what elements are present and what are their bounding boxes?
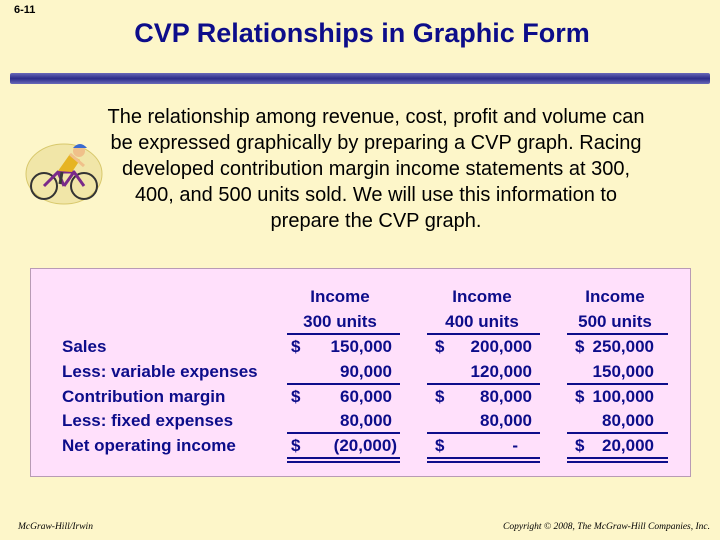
subtotal-underline — [287, 383, 400, 385]
col-header-underline — [427, 333, 540, 335]
total-double-underline — [567, 461, 668, 463]
cell-noi-300: (20,000) — [333, 436, 397, 455]
cell-sales-500: 250,000 — [592, 337, 654, 356]
cell-fixed-300: 80,000 — [340, 411, 392, 430]
slide-number: 6-11 — [14, 4, 36, 16]
cell-noi-500: 20,000 — [602, 436, 654, 455]
total-double-underline — [427, 461, 540, 463]
dollar-sign: $ — [291, 387, 301, 406]
subtotal-underline — [567, 432, 668, 434]
dollar-sign: $ — [435, 436, 445, 455]
subtotal-underline — [287, 432, 400, 434]
col-header-300-line2: 300 units — [303, 312, 377, 331]
subtotal-underline — [427, 432, 540, 434]
dollar-sign: $ — [575, 436, 585, 455]
income-statement-table — [30, 268, 691, 477]
col-header-400-line2: 400 units — [445, 312, 519, 331]
cell-cm-400: 80,000 — [480, 387, 532, 406]
total-double-underline — [287, 457, 400, 459]
row-label-fixed-expenses: Less: fixed expenses — [62, 411, 234, 430]
dollar-sign: $ — [435, 337, 445, 356]
footer-copyright: Copyright © 2008, The McGraw-Hill Companies, Inc. — [503, 522, 710, 532]
total-double-underline — [567, 457, 668, 459]
col-header-300-line1: Income — [310, 287, 370, 306]
subtotal-underline — [427, 383, 540, 385]
subtotal-underline — [567, 383, 668, 385]
cell-variable-500: 150,000 — [592, 362, 654, 381]
title-divider — [10, 73, 710, 84]
dollar-sign: $ — [575, 337, 585, 356]
col-header-500-line2: 500 units — [578, 312, 652, 331]
col-header-500-line1: Income — [585, 287, 645, 306]
total-double-underline — [427, 457, 540, 459]
body-paragraph: The relationship among revenue, cost, profit and volume can be expressed graphically by preparing a CVP graph. Racing developed contribution margin income statements at 300, 400, and 500 units sold. We will use this information to prepare the CVP graph. — [107, 106, 645, 232]
col-header-underline — [567, 333, 668, 335]
total-double-underline — [287, 461, 400, 463]
cell-sales-400: 200,000 — [470, 337, 532, 356]
cell-noi-400: - — [512, 436, 518, 455]
cell-sales-300: 150,000 — [330, 337, 392, 356]
col-header-underline — [287, 333, 400, 335]
dollar-sign: $ — [575, 387, 585, 406]
cell-fixed-500: 80,000 — [602, 411, 654, 430]
row-label-sales: Sales — [62, 337, 107, 356]
row-label-variable-expenses: Less: variable expenses — [62, 362, 258, 381]
row-label-contribution-margin: Contribution margin — [62, 387, 226, 406]
cyclist-clipart-icon — [24, 138, 104, 208]
dollar-sign: $ — [435, 387, 445, 406]
cell-cm-300: 60,000 — [340, 387, 392, 406]
row-label-net-operating-income: Net operating income — [62, 436, 236, 455]
footer-publisher: McGraw-Hill/Irwin — [18, 522, 93, 532]
dollar-sign: $ — [291, 337, 301, 356]
cell-variable-300: 90,000 — [340, 362, 392, 381]
dollar-sign: $ — [291, 436, 301, 455]
col-header-400-line1: Income — [452, 287, 512, 306]
cell-fixed-400: 80,000 — [480, 411, 532, 430]
slide-title: CVP Relationships in Graphic Form — [134, 18, 590, 48]
cell-cm-500: 100,000 — [592, 387, 654, 406]
cell-variable-400: 120,000 — [470, 362, 532, 381]
